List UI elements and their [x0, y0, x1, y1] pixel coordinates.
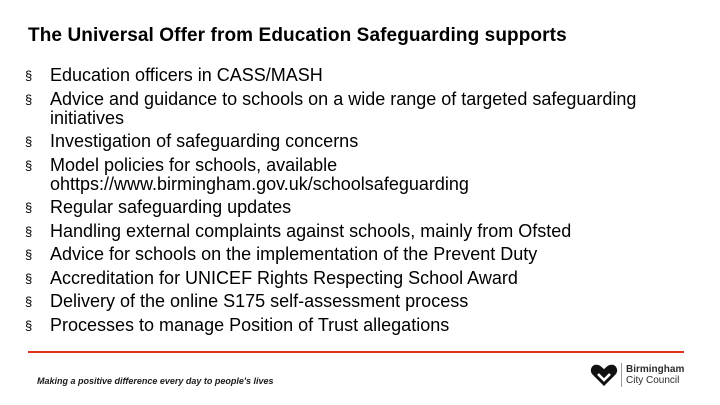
- bullet-marker: §: [25, 68, 33, 83]
- bullet-item: [22, 66, 712, 85]
- bullet-item: [22, 222, 712, 241]
- bullet-text: Regular safeguarding updates: [50, 197, 292, 217]
- bullet-item: [22, 132, 712, 151]
- bullet-item: [22, 90, 712, 128]
- logo-wordmark: [626, 364, 684, 386]
- bullet-marker: §: [25, 200, 33, 215]
- bullet-marker: §: [25, 134, 33, 149]
- bullet-text-continued: initiatives: [50, 107, 125, 128]
- bullet-text: Advice for schools on the implementation of the Prevent Duty: [50, 244, 538, 264]
- bullet-marker: §: [25, 91, 33, 107]
- bullet-text: Advice and guidance to schools on a wide range of targeted safeguarding: [50, 88, 637, 109]
- bullet-text: Accreditation for UNICEF Rights Respecting School Award: [50, 267, 518, 288]
- logo-line-birmingham: Birmingham: [626, 364, 685, 375]
- bullet-text: Handling external complaints against schools, mainly from Ofsted: [50, 220, 572, 241]
- footer-tagline: Making a positive difference every day to people's lives: [37, 376, 274, 386]
- logo-line-city-council: City Council: [626, 375, 680, 386]
- bullet-text: Delivery of the online S175 self-assessment process: [50, 291, 469, 311]
- bullet-item: [22, 245, 712, 264]
- bullet-list: [22, 66, 712, 339]
- bullet-item: [22, 269, 712, 288]
- bullet-marker: §: [25, 223, 33, 239]
- footer-divider: [28, 351, 684, 353]
- bullet-text: Model policies for schools, available: [50, 154, 338, 175]
- bullet-text: Education officers in CASS/MASH: [50, 65, 323, 85]
- heart-logo-icon: [590, 362, 618, 388]
- bullet-marker: §: [25, 270, 33, 286]
- bullet-item: [22, 316, 712, 335]
- bullet-marker: §: [25, 247, 33, 262]
- slide-title: The Universal Offer from Education Safeguarding supports: [28, 25, 567, 46]
- bullet-link-text: ohttps://www.birmingham.gov.uk/schoolsafeguarding: [50, 173, 469, 194]
- bullet-marker: §: [25, 294, 33, 309]
- bullet-text: Investigation of safeguarding concerns: [50, 131, 359, 151]
- bullet-marker: §: [25, 157, 33, 173]
- bullet-text: Processes to manage Position of Trust allegations: [50, 314, 450, 335]
- birmingham-city-council-logo: [590, 361, 684, 389]
- bullet-item: [22, 156, 712, 194]
- bullet-item: [22, 292, 712, 311]
- bullet-item: [22, 198, 712, 217]
- logo-divider: [621, 363, 622, 387]
- bullet-marker: §: [25, 317, 33, 333]
